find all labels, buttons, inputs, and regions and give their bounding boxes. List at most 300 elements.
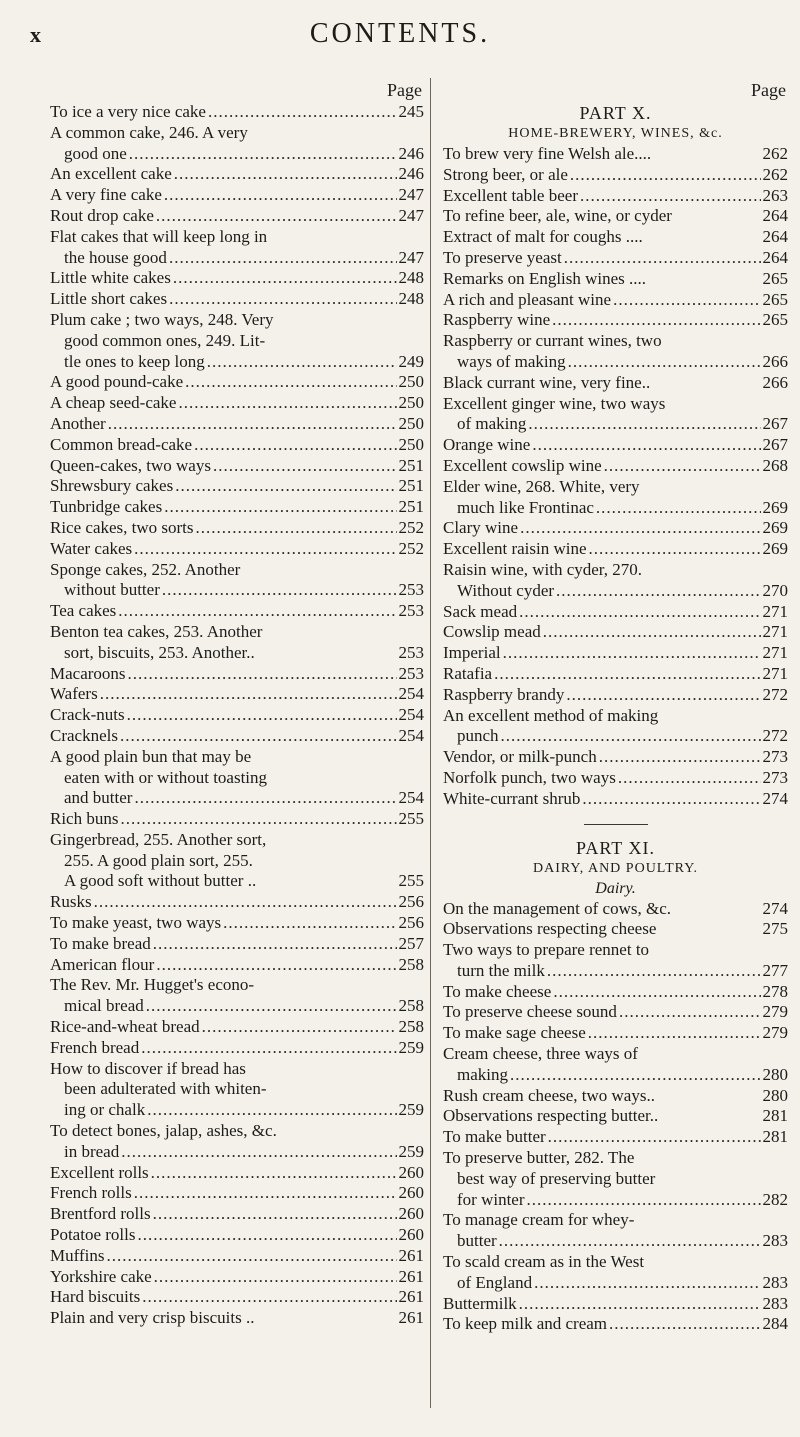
entry-text: ing or chalk	[64, 1100, 146, 1120]
dot-leader	[510, 1065, 761, 1086]
entry-page-number: 260	[398, 1162, 424, 1182]
entry-text: Gingerbread, 255. Another sort,	[50, 829, 267, 849]
dot-leader	[196, 518, 397, 539]
right-column	[443, 80, 788, 1335]
toc-entry	[443, 144, 788, 165]
entry-line	[50, 580, 424, 601]
dot-leader	[543, 622, 761, 643]
entry-text: To make bread	[50, 933, 151, 953]
page-header	[0, 12, 800, 58]
entry-page-number: 269	[762, 539, 788, 559]
toc-entry	[50, 975, 424, 1017]
entry-page-number: 283	[762, 1272, 788, 1292]
entry-line	[443, 435, 788, 456]
entry-text: Little short cakes	[50, 289, 168, 309]
toc-entry	[50, 102, 424, 123]
entry-text: To keep milk and cream	[443, 1314, 608, 1334]
toc-entry	[443, 227, 788, 248]
toc-entry	[50, 289, 424, 310]
toc-entry	[443, 435, 788, 456]
entry-text: Two ways to prepare rennet to	[443, 940, 650, 960]
toc-entry	[443, 1314, 788, 1335]
entry-text: Raisin wine, with cyder, 270.	[443, 559, 643, 579]
entry-page-number: 274	[762, 788, 788, 808]
toc-entry	[443, 331, 788, 373]
entry-line	[443, 290, 788, 311]
toc-entry	[443, 747, 788, 768]
entry-text: Excellent rolls	[50, 1162, 149, 1182]
entry-line	[443, 414, 788, 435]
entry-page-number: 253	[398, 601, 424, 621]
toc-entry	[50, 1017, 424, 1038]
toc-entry	[443, 643, 788, 664]
entry-line	[50, 934, 424, 955]
entry-line	[50, 1142, 424, 1163]
toc-entry	[50, 1225, 424, 1246]
entry-page-number: 262	[762, 164, 788, 184]
entry-page-number: 263	[762, 185, 788, 205]
entry-page-number: 251	[398, 497, 424, 517]
entry-line	[443, 1065, 788, 1086]
toc-entry	[50, 684, 424, 705]
entry-text: in bread	[64, 1141, 120, 1161]
toc-entry	[443, 165, 788, 186]
dot-leader	[202, 1017, 397, 1038]
dot-leader	[213, 456, 397, 477]
toc-entry	[50, 497, 424, 518]
entry-text: Without cyder	[457, 580, 555, 600]
dot-leader	[127, 705, 397, 726]
entry-text: Observations respecting butter..	[443, 1106, 659, 1126]
entry-text: and butter	[64, 788, 133, 808]
dot-leader	[153, 1204, 397, 1225]
entry-page-number: 258	[398, 954, 424, 974]
entry-page-number: 253	[398, 580, 424, 600]
entry-text: On the management of cows, &c.	[443, 898, 672, 918]
entry-page-number: 260	[398, 1204, 424, 1224]
entry-text: ways of making	[457, 351, 566, 371]
entry-page-number: 261	[398, 1245, 424, 1265]
toc-entry	[50, 372, 424, 393]
section-divider	[584, 824, 648, 825]
entry-page-number: 280	[762, 1064, 788, 1084]
column-divider	[430, 78, 431, 1408]
toc-entry	[443, 1044, 788, 1086]
dot-leader	[503, 643, 761, 664]
toc-entry	[443, 1252, 788, 1294]
dot-leader	[580, 186, 761, 207]
entry-text: To manage cream for whey-	[443, 1210, 635, 1230]
entry-text: Strong beer, or ale	[443, 164, 568, 184]
dot-leader	[169, 289, 396, 310]
entry-line	[443, 248, 788, 269]
dot-leader	[151, 1163, 397, 1184]
entry-line	[443, 643, 788, 664]
entry-text: A common cake, 246. A very	[50, 122, 248, 142]
entry-line	[50, 996, 424, 1017]
toc-entry	[443, 539, 788, 560]
toc-entry	[443, 664, 788, 685]
toc-entry	[50, 414, 424, 435]
entry-page-number: 267	[762, 414, 788, 434]
entry-text: Imperial	[443, 643, 501, 663]
dot-leader	[120, 809, 396, 830]
toc-entry	[50, 830, 424, 892]
toc-entry	[50, 393, 424, 414]
entry-text: To make butter	[443, 1127, 546, 1147]
entry-page-number: 262	[762, 144, 788, 163]
entry-line	[50, 1163, 424, 1184]
entry-page-number: 277	[762, 960, 788, 980]
toc-entry	[443, 394, 788, 436]
part-x-entry-list	[443, 144, 788, 810]
entry-page-number: 265	[762, 310, 788, 330]
toc-entry	[50, 1287, 424, 1308]
entry-text: Shrewsbury cakes	[50, 476, 174, 496]
dot-leader	[570, 165, 761, 186]
page-column-label: Page	[751, 80, 786, 100]
entry-text: Raspberry brandy	[443, 684, 565, 704]
dot-leader	[121, 1142, 396, 1163]
entry-text: the house good	[64, 247, 167, 267]
entry-line	[50, 809, 424, 830]
entry-line	[50, 414, 424, 435]
entry-page-number: 270	[762, 580, 788, 600]
dot-leader	[619, 1002, 761, 1023]
entry-text: Sponge cakes, 252. Another	[50, 559, 241, 579]
dot-leader	[207, 352, 397, 373]
page-number: x	[30, 22, 42, 47]
entry-page-number: 271	[762, 663, 788, 683]
dot-leader	[566, 685, 760, 706]
dot-leader	[120, 726, 397, 747]
entry-line	[50, 1267, 424, 1288]
toc-entry	[50, 955, 424, 976]
entry-page-number: 264	[762, 206, 788, 226]
toc-entry	[50, 622, 424, 664]
entry-page-number: 251	[398, 455, 424, 475]
entry-page-number: 272	[762, 684, 788, 704]
left-entry-list	[50, 102, 424, 1329]
entry-text: Plum cake ; two ways, 248. Very	[50, 309, 274, 329]
entry-page-number: 261	[398, 1308, 424, 1328]
entry-text: good one	[64, 143, 127, 163]
toc-entry	[50, 185, 424, 206]
entry-line	[443, 456, 788, 477]
entry-text: To make sage cheese	[443, 1023, 586, 1043]
entry-text: Observations respecting cheese	[443, 919, 657, 939]
entry-text: French rolls	[50, 1183, 132, 1203]
dot-leader	[589, 539, 761, 560]
toc-entry	[443, 560, 788, 602]
entry-page-number: 284	[762, 1314, 788, 1334]
toc-entry	[50, 1059, 424, 1121]
entry-line	[50, 705, 424, 726]
toc-entry	[443, 310, 788, 331]
entry-page-number: 281	[762, 1106, 788, 1126]
entry-page-number: 254	[398, 705, 424, 725]
entry-page-number: 282	[762, 1189, 788, 1209]
entry-page-number: 250	[398, 393, 424, 413]
entry-text: without butter	[64, 580, 160, 600]
entry-line	[50, 102, 424, 123]
entry-text: Vendor, or milk-punch	[443, 747, 597, 767]
toc-entry	[443, 1023, 788, 1044]
toc-entry	[50, 934, 424, 955]
entry-line	[443, 726, 788, 747]
entry-text: How to discover if bread has	[50, 1058, 246, 1078]
entry-text: butter	[457, 1231, 497, 1251]
entry-text: Water cakes	[50, 538, 133, 558]
entry-text: Raspberry or currant wines, two	[443, 331, 662, 351]
dot-leader	[156, 206, 397, 227]
entry-text: Rice-and-wheat bread	[50, 1017, 200, 1037]
entry-text: been adulterated with whiten-	[64, 1079, 267, 1099]
entry-page-number: 271	[762, 601, 788, 621]
part-x-title: PART X.	[579, 103, 652, 123]
toc-entry	[443, 1210, 788, 1252]
entry-text: American flour	[50, 954, 155, 974]
entry-text: Flat cakes that will keep long in	[50, 226, 268, 246]
entry-page-number: 246	[398, 143, 424, 163]
toc-entry	[443, 706, 788, 748]
entry-line	[443, 747, 788, 768]
dot-leader	[528, 414, 760, 435]
entry-page-number: 281	[762, 1127, 788, 1147]
entry-text: An excellent method of making	[443, 705, 659, 725]
dot-leader	[534, 1273, 760, 1294]
dot-leader	[552, 310, 760, 331]
entry-text: Raspberry wine	[443, 310, 551, 330]
toc-entry	[50, 227, 424, 269]
entry-page-number: 245	[398, 102, 424, 121]
toc-entry	[50, 310, 424, 372]
entry-page-number: 251	[398, 476, 424, 496]
dot-leader	[609, 1314, 760, 1335]
dot-leader	[553, 982, 760, 1003]
dot-leader	[100, 684, 397, 705]
entry-line	[443, 789, 788, 810]
entry-line	[50, 1308, 424, 1329]
entry-page-number: 247	[398, 247, 424, 267]
entry-page-number: 247	[398, 205, 424, 225]
entry-text: for winter	[457, 1189, 525, 1209]
entry-page-number: 283	[762, 1293, 788, 1313]
dot-leader	[118, 601, 396, 622]
entry-text: 255. A good plain sort, 255.	[64, 850, 253, 870]
entry-line	[50, 352, 424, 373]
entry-line	[50, 164, 424, 185]
dot-leader	[582, 789, 760, 810]
entry-line	[50, 185, 424, 206]
toc-entry	[443, 768, 788, 789]
toc-entry	[443, 622, 788, 643]
entry-line	[443, 206, 788, 227]
toc-entry	[50, 664, 424, 685]
entry-text: tle ones to keep long	[64, 351, 205, 371]
entry-text: eaten with or without toasting	[64, 767, 268, 787]
toc-entry	[50, 601, 424, 622]
entry-page-number: 248	[398, 268, 424, 288]
dot-leader	[153, 934, 397, 955]
entry-text: Rich buns	[50, 809, 119, 829]
dot-leader	[164, 185, 397, 206]
entry-text: Rout drop cake	[50, 205, 154, 225]
entry-line	[443, 961, 788, 982]
dot-leader	[185, 372, 396, 393]
entry-line	[443, 768, 788, 789]
entry-page-number: 283	[762, 1231, 788, 1251]
toc-entry	[50, 726, 424, 747]
entry-line	[443, 899, 788, 920]
entry-text: Excellent table beer	[443, 185, 578, 205]
running-title: CONTENTS.	[309, 18, 491, 49]
toc-entry	[50, 1163, 424, 1184]
entry-line	[443, 1106, 788, 1127]
entry-text: An excellent cake	[50, 164, 172, 184]
entry-text: best way of preserving butter	[457, 1168, 656, 1188]
dot-leader	[527, 1190, 761, 1211]
toc-entry	[50, 164, 424, 185]
entry-line	[443, 1127, 788, 1148]
toc-entry	[50, 747, 424, 809]
entry-page-number: 253	[398, 642, 424, 662]
entry-line	[50, 726, 424, 747]
entry-text: Little white cakes	[50, 268, 171, 288]
entry-text: Rice cakes, two sorts	[50, 517, 194, 537]
entry-text: Potatoe rolls	[50, 1225, 136, 1245]
entry-page-number: 260	[398, 1183, 424, 1203]
entry-line	[443, 373, 788, 394]
toc-entry	[443, 373, 788, 394]
entry-line	[443, 1294, 788, 1315]
entry-line	[50, 1204, 424, 1225]
entry-text: Cowslip mead	[443, 622, 541, 642]
entry-page-number: 255	[398, 809, 424, 829]
entry-page-number: 253	[398, 663, 424, 683]
toc-entry	[443, 269, 788, 290]
entry-line	[50, 144, 424, 165]
entry-text: Macaroons	[50, 663, 126, 683]
dot-leader	[128, 664, 397, 685]
entry-text: turn the milk	[457, 960, 545, 980]
entry-page-number: 268	[762, 455, 788, 475]
entry-line	[443, 1023, 788, 1044]
toc-entry	[50, 1267, 424, 1288]
entry-page-number: 254	[398, 725, 424, 745]
toc-entry	[443, 1086, 788, 1107]
entry-text: Extract of malt for coughs ....	[443, 227, 643, 247]
entry-text: To scald cream as in the West	[443, 1252, 645, 1272]
entry-page-number: 260	[398, 1225, 424, 1245]
toc-entry	[443, 1148, 788, 1210]
entry-text: Ratafia	[443, 663, 493, 683]
entry-line	[50, 913, 424, 934]
toc-entry	[443, 518, 788, 539]
entry-line	[50, 1287, 424, 1308]
entry-line	[443, 919, 788, 940]
entry-page-number: 258	[398, 1017, 424, 1037]
entry-text: A rich and pleasant wine	[443, 289, 612, 309]
entry-line	[50, 1183, 424, 1204]
entry-line	[50, 435, 424, 456]
entry-page-number: 250	[398, 372, 424, 392]
entry-line	[50, 206, 424, 227]
entry-line	[443, 664, 788, 685]
entry-text: A very fine cake	[50, 185, 162, 205]
toc-entry	[443, 1127, 788, 1148]
entry-text: mical bread	[64, 996, 144, 1016]
entry-text: A cheap seed-cake	[50, 393, 177, 413]
dot-leader	[174, 164, 397, 185]
entry-page-number: 258	[398, 996, 424, 1016]
toc-entry	[443, 290, 788, 311]
entry-line	[50, 643, 424, 664]
toc-entry	[50, 705, 424, 726]
entry-line	[443, 1002, 788, 1023]
entry-page-number: 271	[762, 643, 788, 663]
entry-text: A good plain bun that may be	[50, 746, 252, 766]
entry-line	[443, 1231, 788, 1252]
dot-leader	[548, 1127, 761, 1148]
toc-entry	[50, 892, 424, 913]
entry-text: good common ones, 249. Lit-	[64, 330, 266, 350]
entry-line	[443, 581, 788, 602]
entry-page-number: 280	[762, 1085, 788, 1105]
dot-leader	[494, 664, 760, 685]
entry-page-number: 265	[762, 268, 788, 288]
entry-text: Rush cream cheese, two ways..	[443, 1085, 655, 1105]
entry-text: Tea cakes	[50, 601, 117, 621]
entry-text: much like Frontinac	[457, 497, 594, 517]
part-xi-title: PART XI.	[576, 837, 655, 858]
entry-page-number: 267	[762, 435, 788, 455]
toc-entry	[50, 518, 424, 539]
entry-page-number: 271	[762, 622, 788, 642]
dot-leader	[137, 1225, 396, 1246]
toc-entry	[443, 456, 788, 477]
entry-page-number: 246	[398, 164, 424, 184]
entry-page-number: 248	[398, 289, 424, 309]
dot-leader	[194, 435, 396, 456]
entry-page-number: 252	[398, 538, 424, 558]
toc-entry	[443, 685, 788, 706]
entry-line	[50, 871, 424, 892]
toc-entry	[443, 248, 788, 269]
toc-entry	[50, 1183, 424, 1204]
dot-leader	[532, 435, 760, 456]
dot-leader	[169, 248, 397, 269]
entry-page-number: 275	[762, 919, 788, 939]
dot-leader	[142, 1287, 396, 1308]
toc-entry	[50, 809, 424, 830]
dot-leader	[94, 892, 397, 913]
entry-line	[50, 892, 424, 913]
dot-leader	[596, 498, 761, 519]
entry-page-number: 256	[398, 913, 424, 933]
entry-line	[50, 289, 424, 310]
entry-line	[50, 539, 424, 560]
entry-text: A good pound-cake	[50, 372, 184, 392]
entry-line	[50, 1038, 424, 1059]
entry-line	[443, 1190, 788, 1211]
dot-leader	[134, 788, 396, 809]
dot-leader	[141, 1038, 396, 1059]
dot-leader	[613, 290, 760, 311]
entry-text: Hard biscuits	[50, 1287, 141, 1307]
dot-leader	[162, 580, 397, 601]
dot-leader	[564, 248, 761, 269]
